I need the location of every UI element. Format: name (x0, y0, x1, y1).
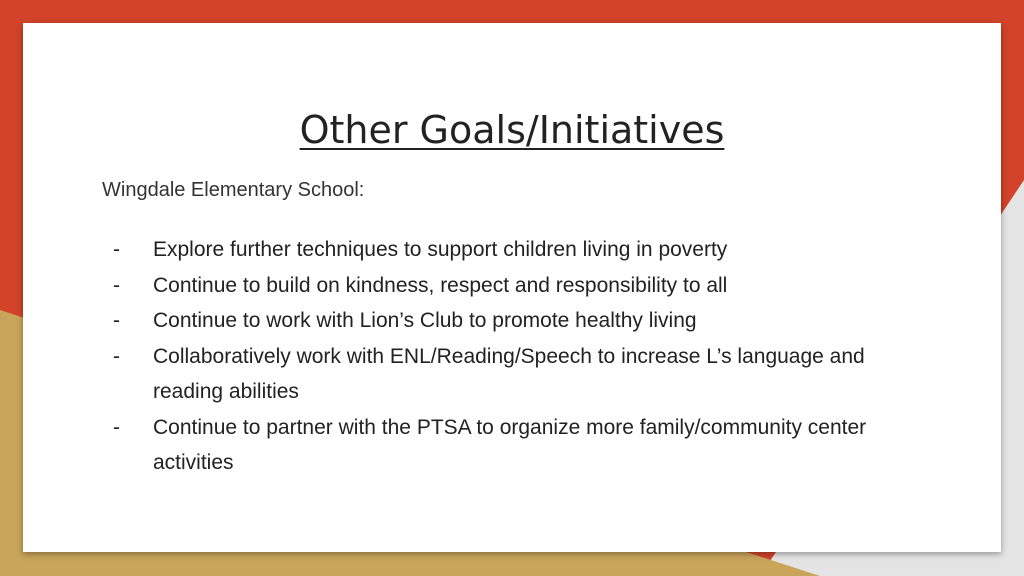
goal-text: Continue to partner with the PTSA to organize more family/community center activities (153, 415, 867, 474)
goal-item (102, 303, 932, 339)
goal-item (102, 410, 932, 481)
goal-text: Continue to work with Lion’s Club to promote healthy living (153, 309, 697, 332)
bullet-dash: - (113, 415, 120, 439)
goal-item (102, 232, 932, 268)
bullet-dash: - (113, 309, 120, 332)
school-name: Wingdale Elementary School: (102, 179, 365, 201)
goal-item (102, 339, 932, 410)
bullet-dash: - (113, 238, 120, 261)
goal-list (102, 232, 932, 481)
bullet-dash: - (113, 273, 120, 297)
goal-text: Explore further techniques to support children living in poverty (153, 238, 728, 261)
goal-text: Continue to build on kindness, respect and responsibility to all (153, 273, 728, 297)
goal-text: Collaboratively work with ENL/Reading/Speech to increase L’s language and reading abilities (153, 344, 865, 403)
slide-title: Other Goals/Initiatives (299, 108, 725, 152)
bullet-dash: - (113, 344, 120, 368)
goal-item (102, 268, 932, 304)
